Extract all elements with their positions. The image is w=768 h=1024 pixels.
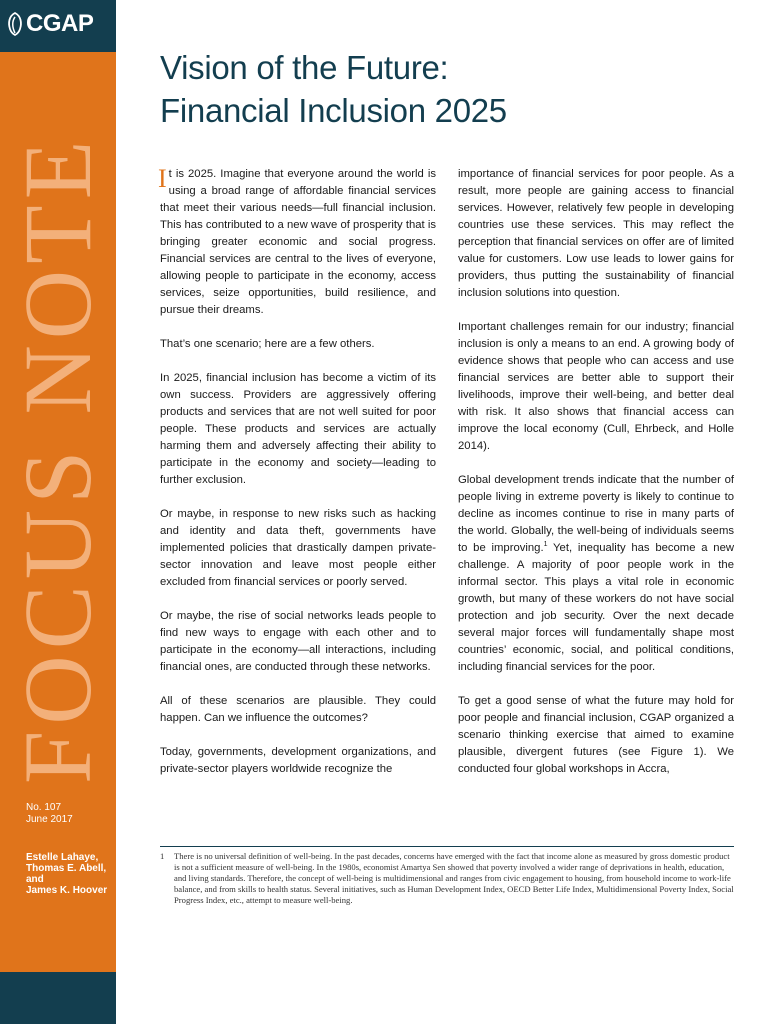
body-column-left — [160, 166, 436, 795]
footnote-ref[interactable]: 1 — [543, 541, 548, 549]
title-line-1: Vision of the Future: — [160, 49, 449, 86]
page-title — [160, 46, 507, 132]
sidebar-header — [0, 0, 116, 52]
footnote-text: There is no universal definition of well-being. In the past decades, concerns have emerged with the fact that income alone as measured by gross domestic product is not a sufficient measure of well-being. In the 1980s, economist Amartya Sen showed that poverty involved a wider range of deprivations in health, education, and living standards. Therefore, the concept of well-being is multidimensional and ranges from civic engagement to housing, from household income to work-life balance, and from skills to health status. Several initiatives, such as Human Development Index, OECD Better Life Index, Multidimensional Poverty Index, Social Progress Index, etc., attempt to measure well-being. — [174, 851, 734, 905]
issue-date: June 2017 — [26, 814, 73, 825]
focus-note-label: FOCUS NOTE — [4, 134, 111, 784]
title-line-2: Financial Inclusion 2025 — [160, 92, 507, 129]
author-line: James K. Hoover — [26, 885, 108, 896]
issue-meta — [26, 802, 73, 826]
author-line: Estelle Lahaye, — [26, 852, 99, 863]
paragraph: All of these scenarios are plausible. They could happen. Can we influence the outcomes? — [160, 695, 436, 724]
author-line: Thomas E. Abell, — [26, 863, 107, 874]
logo-text: CGAP — [26, 10, 94, 37]
paragraph: importance of financial services for poor people. As a result, more people are gaining access to financial services. However, relatively few people in developing countries use these services. This may reflect the perception that financial services on offer are of limited value for customers. Low use leads to lower gains for providers, thus putting the sustainability of financial inclusion solutions into question. — [458, 168, 734, 299]
paragraph: Or maybe, in response to new risks such as hacking and identity and data theft, governments have implemented policies that drastically dampen private-sector innovation and leave most people either excluded from financial services or poorly served. — [160, 508, 436, 588]
footnote-divider — [160, 846, 734, 847]
body-column-right — [458, 166, 734, 795]
sidebar-footer — [0, 972, 116, 1024]
paragraph: Important challenges remain for our industry; financial inclusion is only a means to an end. A growing body of evidence shows that people who can access and use financial services are better able to support their livelihoods, improve their well-being, and better deal with risk. It also shows that financial access can improve the local economy (Cull, Ehrbeck, and Holle 2014). — [458, 321, 734, 452]
issue-number: No. 107 — [26, 802, 62, 813]
paragraph: Global development trends indicate that the number of people living in extreme poverty is likely to continue to decline as incomes continue to rise in many parts of the world. Globally, the well-being of individuals seems to be improving.$^1$ Yet, inequality has become a new challenge. A majority of poor people work in the informal sector. This plays a vital role in economic growth, but many of these workers do not have social protection and job security. Over the next decade several major forces will fundamentally shape most countries’ economic, social, and political conditions, including financial services for the poor. — [458, 474, 735, 673]
paragraph: In 2025, financial inclusion has become a victim of its own success. Providers are aggressively offering products and services that are not well suited for poor people. These products and services are actually harming them and adversely affecting their ability to participate in the economy and society—leading to further exclusion. — [160, 372, 436, 486]
paragraph: It is 2025. Imagine that everyone around the world is using a broad range of affordable financial services that meet their various needs—full financial inclusion. This has contributed to a new wave of prosperity that is bringing greater economic and social progress. Financial services are central to the lives of everyone, allowing people to participate in the economy, access services, seize opportunities, build resilience, and pursue their dreams. — [158, 164, 436, 316]
footnote — [160, 851, 734, 906]
footnote-number: 1 — [160, 851, 165, 861]
paragraph: Today, governments, development organizations, and private-sector players worldwide recognize the — [160, 746, 436, 775]
cgap-leaf-icon — [6, 11, 24, 37]
author-line: and — [26, 874, 44, 885]
sidebar-band — [0, 52, 116, 972]
paragraph: To get a good sense of what the future may hold for poor people and financial inclusion, CGAP organized a scenario thinking exercise that aimed to examine plausible, divergent futures (see Figure 1). We conducted four global workshops in Accra, — [458, 695, 734, 775]
cgap-logo — [6, 10, 93, 38]
paragraph: That’s one scenario; here are a few others. — [160, 338, 375, 350]
authors — [26, 852, 112, 896]
paragraph: Or maybe, the rise of social networks leads people to find new ways to engage with each other and to participate in the economy—all interactions, including financial ones, are conducted through these networks. — [160, 610, 436, 673]
drop-cap: I — [158, 164, 167, 193]
